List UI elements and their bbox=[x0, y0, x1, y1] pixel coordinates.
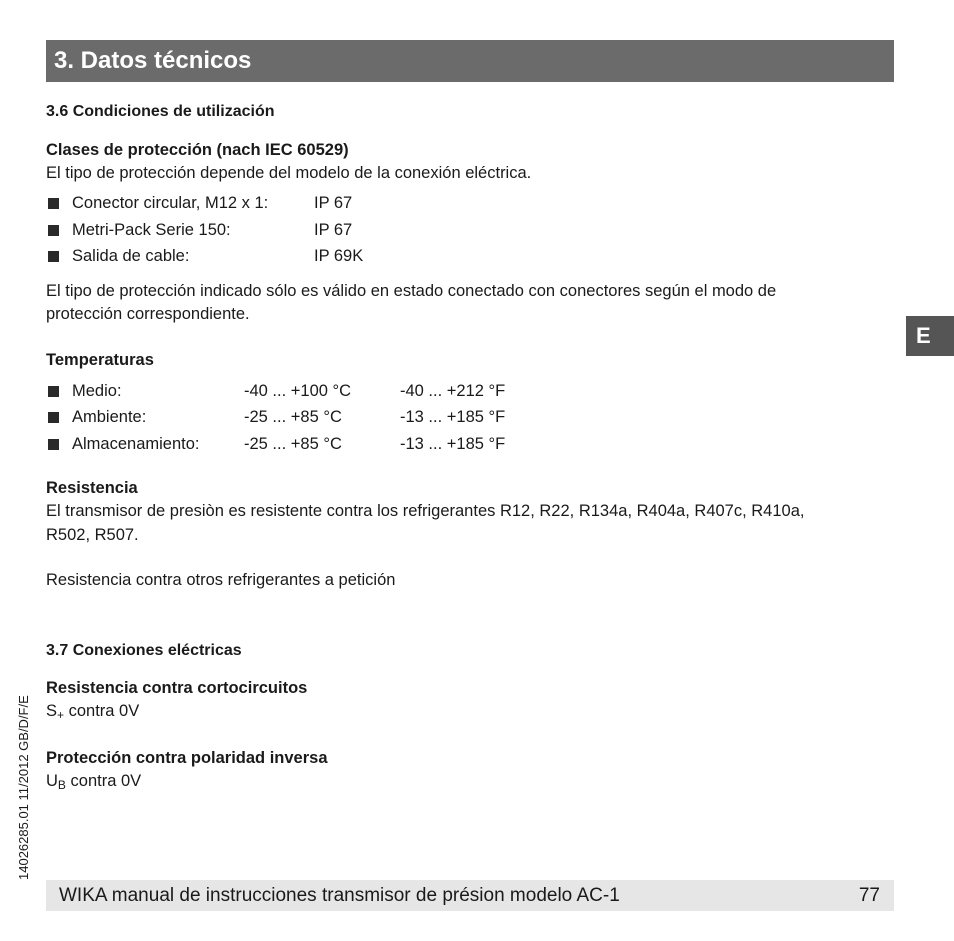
symbol-subscript: + bbox=[57, 708, 65, 722]
footer bbox=[46, 880, 894, 911]
list-item bbox=[46, 432, 566, 456]
bullet-square-icon bbox=[48, 386, 59, 397]
bullet-square-icon bbox=[48, 198, 59, 209]
bullet-square-icon bbox=[48, 412, 59, 423]
temperature-celsius: -25 ... +85 °C bbox=[244, 408, 342, 426]
protection-value: IP 67 bbox=[314, 194, 353, 212]
protection-intro: El tipo de protección depende del modelo de la conexión eléctrica. bbox=[46, 164, 532, 182]
bullet-square-icon bbox=[48, 225, 59, 236]
protection-label: Salida de cable: bbox=[72, 247, 190, 265]
temperature-celsius: -40 ... +100 °C bbox=[244, 382, 352, 400]
bullet-square-icon bbox=[48, 439, 59, 450]
temperature-label: Almacenamiento: bbox=[72, 435, 200, 453]
page-number: 77 bbox=[858, 885, 880, 906]
protection-label: Metri-Pack Serie 150: bbox=[72, 221, 231, 239]
protection-note-line2: protección correspondiente. bbox=[46, 305, 250, 323]
protection-note-line1: El tipo de protección indicado sólo es válido en estado conectado con conectores según el modo de bbox=[46, 282, 777, 300]
resistance-heading: Resistencia bbox=[46, 479, 138, 497]
symbol: S bbox=[46, 702, 58, 720]
temperature-celsius: -25 ... +85 °C bbox=[244, 435, 342, 453]
short-circuit-heading: Resistencia contra cortocircuitos bbox=[46, 679, 308, 697]
list-item bbox=[46, 379, 566, 403]
short-circuit-value: contra 0V bbox=[64, 702, 140, 720]
resistance-line1: El transmisor de presiòn es resistente contra los refrigerantes R12, R22, R134a, R404a, R407c, R410a, bbox=[46, 502, 805, 520]
resistance-line2: R502, R507. bbox=[46, 526, 139, 544]
document-code: 14026285.01 11/2012 GB/D/F/E bbox=[16, 695, 31, 880]
list-item bbox=[46, 218, 446, 242]
list-item bbox=[46, 244, 446, 268]
reverse-polarity-heading: Protección contra polaridad inversa bbox=[46, 749, 328, 767]
page-title: 3. Datos técnicos bbox=[46, 40, 894, 82]
protection-value: IP 67 bbox=[314, 221, 353, 239]
resistance-other: Resistencia contra otros refrigerantes a petición bbox=[46, 571, 396, 589]
temperature-fahrenheit: -13 ... +185 °F bbox=[400, 435, 506, 453]
section-heading-3-7: 3.7 Conexiones eléctricas bbox=[46, 642, 242, 659]
language-tab: E bbox=[906, 316, 954, 356]
section-heading-3-6: 3.6 Condiciones de utilización bbox=[46, 103, 275, 120]
symbol-subscript: B bbox=[57, 778, 66, 792]
protection-heading: Clases de protección (nach IEC 60529) bbox=[46, 141, 349, 159]
protection-value: IP 69K bbox=[314, 247, 364, 265]
temperature-label: Ambiente: bbox=[72, 408, 147, 426]
temperatures-heading: Temperaturas bbox=[46, 351, 154, 369]
short-circuit-text bbox=[46, 702, 139, 722]
protection-label: Conector circular, M12 x 1: bbox=[72, 194, 269, 212]
symbol: U bbox=[46, 772, 58, 790]
list-item bbox=[46, 191, 446, 215]
temperature-fahrenheit: -13 ... +185 °F bbox=[400, 408, 506, 426]
temperature-fahrenheit: -40 ... +212 °F bbox=[400, 382, 506, 400]
reverse-polarity-text bbox=[46, 772, 141, 792]
reverse-polarity-value: contra 0V bbox=[65, 772, 142, 790]
footer-text: WIKA manual de instrucciones transmisor de présion modelo AC-1 bbox=[59, 885, 620, 906]
temperature-label: Medio: bbox=[72, 382, 122, 400]
list-item bbox=[46, 405, 566, 429]
bullet-square-icon bbox=[48, 251, 59, 262]
